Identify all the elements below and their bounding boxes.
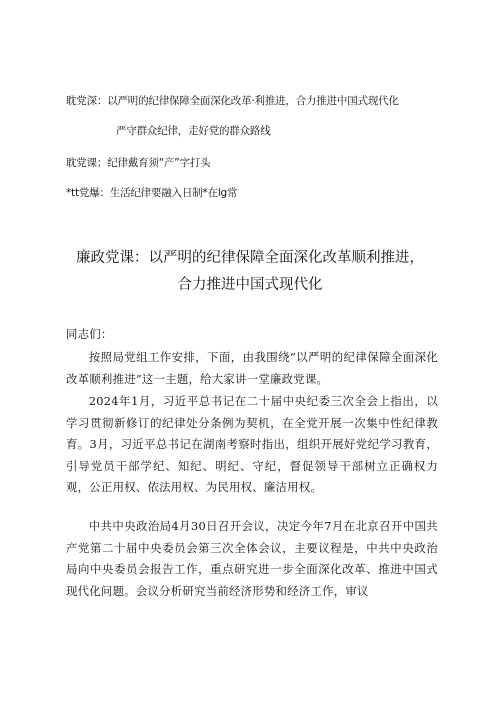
document-title-line-1: 廉政党课：以严明的纪律保障全面深化改革顺利推进， — [76, 250, 424, 266]
body-paragraph-3 — [66, 516, 438, 602]
document-title-line-2: 合力推进中国式现代化 — [177, 277, 323, 293]
paragraph-text: 按照局党组工作安排，下面，由我围绕“以严明的纪律保障全面深化改革顺利推进”这一主题，给大家讲一堂廉政党课。 — [66, 350, 438, 386]
toc-entry-4: *tt党爆：生活纪律要融入日制*在lg常 — [66, 187, 238, 199]
toc-entry-1: 耽党深：以严明的纪律保障全面深化改革·利推进，合力推进中国式现代化 — [66, 95, 399, 107]
toc-entry-2: 严守群众纪律，走好党的群众路线 — [116, 125, 271, 137]
body-paragraph-1 — [66, 347, 438, 390]
body-paragraph-2 — [66, 391, 438, 499]
salutation: 同志们： — [66, 327, 113, 341]
paragraph-text: 中共中央政治局4月30日召开会议，决定今年7月在北京召开中国共产党第二十届中央委员会第三次全体会议，主要议程是，中共中央政治局向中央委员会报告工作，重点研究进一步全面深化改革、推进中国式现代化问题。会议分析研究当前经济形势和经济工作，审议 — [66, 519, 438, 598]
toc-entry-3: 耽党课；纪律戴育须“产”字打头 — [66, 157, 211, 169]
paragraph-text: 2024年1月，习近平总书记在二十届中央纪委三次全会上指出，以学习贯彻新修订的纪律处分条例为契机，在全党开展一次集中性纪律教育。3月，习近平总书记在湖南考察时指出，组织开展好党纪学习教育，引导党员干部学纪、知纪、明纪、守纪，督促领导干部树立正确权力观，公正用权、依法用权、为民用权、廉洁用权。 — [66, 394, 438, 494]
